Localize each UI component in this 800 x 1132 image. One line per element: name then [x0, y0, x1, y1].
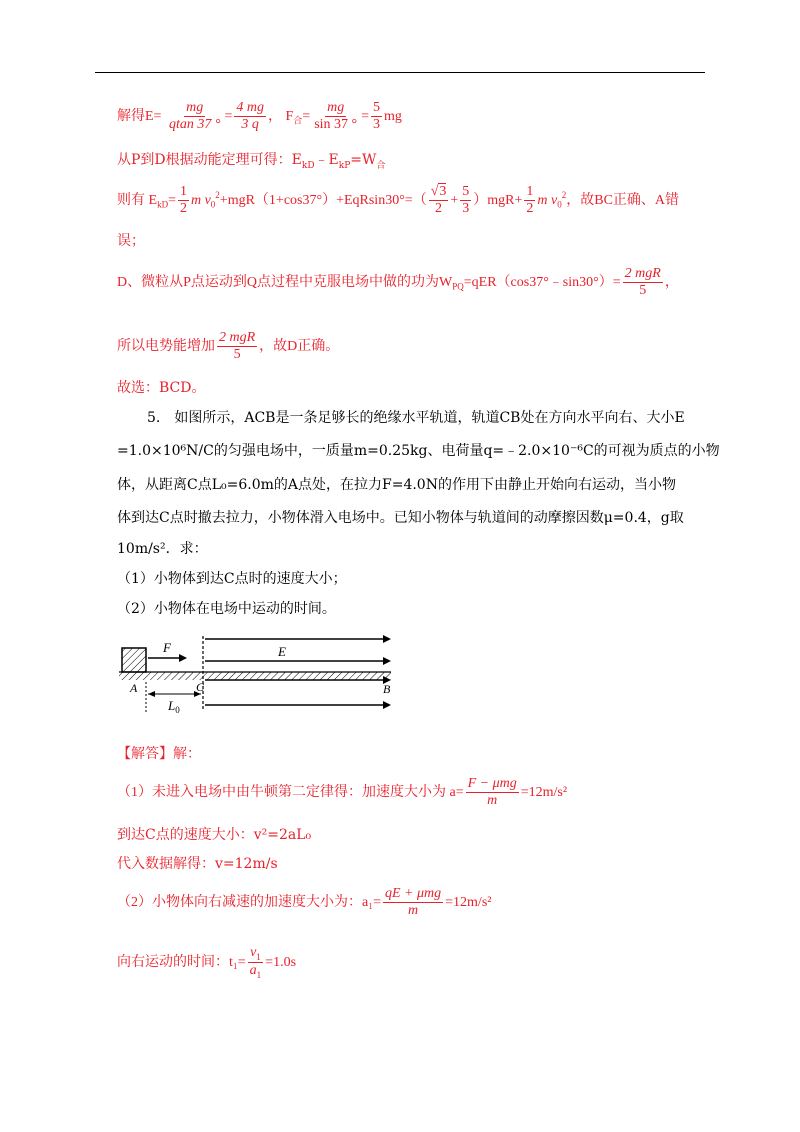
track [119, 672, 391, 680]
answer-step-4: （2）小物体向右减速的加速度大小为：a₁= $\frac{\text{qE + μmg}}{m}$ =12m/s² [117, 886, 492, 919]
solution-line-potential: 所以电势能增加 $\frac{\text{2 mgR}}{5}$ ，故D正确。 [117, 330, 340, 363]
force-arrow [148, 654, 187, 662]
distance-label: $L_0$ [168, 698, 180, 715]
header-rule [95, 72, 705, 73]
solution-line-wrap: 误； [117, 233, 145, 249]
answer-step-1: （1）未进入电场中由牛顿第二定律得：加速度大小为 a= $\frac{\text{F − μmg}}{m}$ =12m/s² [117, 776, 568, 809]
question-5-sub1: （1）小物体到达C点时的速度大小； [117, 571, 347, 587]
force-label: F [163, 640, 171, 655]
point-a-label: A [130, 681, 138, 695]
answer-step-5: 向右运动的时间：t₁= $\frac{v_1}{a_1}$ =1.0s [117, 945, 297, 980]
answer-step-2: 到达C点的速度大小：v²=2aL₀ [117, 827, 312, 843]
question-5-line5: 10m/s²．求： [117, 541, 208, 557]
answer-choice: 故选：BCD。 [117, 380, 206, 396]
question-5-sub2: （2）小物体在电场中运动的时间。 [117, 601, 336, 617]
answer-head: 【解答】解： [117, 746, 201, 762]
point-c-label: C [196, 680, 205, 694]
track-figure [115, 630, 415, 720]
solution-line-wpq: D、微粒从P点运动到Q点过程中克服电场中做的功为$W_{PQ}=qER(\cos 37^\circ﹣\sin 30^\circ)=$ $\frac{\text{2 mgR}}{5}$ ， [117, 266, 679, 299]
question-5-line1: 5. 如图所示，ACB是一条足够长的绝缘水平轨道，轨道CB处在方向水平向右、大小E [147, 410, 685, 426]
solution-line-energy: 从P到D根据动能定理可得：$E_{kD}﹣E_{kP}=W_合$ [117, 152, 386, 171]
question-5-line4: 体到达C点时撤去拉力，小物体滑入电场中。已知小物体与轨道间的动摩擦因数μ=0.4，g取 [117, 510, 684, 526]
field-label: E [278, 644, 286, 659]
question-5-line2: =1.0×10⁶N/C的匀强电场中，一质量m=0.25kg、电荷量q=﹣2.0×10⁻⁶C的可视为质点的小物 [117, 443, 720, 459]
block-object [122, 648, 146, 672]
point-b-label: B [383, 682, 391, 696]
solution-line-ekd: 则有 $E_{kD}=$ $\frac{1}{2}$ m $v_0^2+mgR(1+\cos 37^\circ)+EqRsin30^\circ=$（ $\frac{√3}{2}$ + $\frac{5}{3}$ ）mgR+ $\frac{1}{2}$ m $v_0^2$，故BC正确、A错 [117, 184, 680, 217]
question-5-line3: 体，从距离C点L₀=6.0m的A点处，在拉力F=4.0N的作用下由静止开始向右运动，当小物 [117, 477, 676, 493]
solution-line-e: 解得E= $\frac{mg}{qtan 37 ^\circ}$ = $\frac{4 mg}{3 q}$ ， $F_合=$ $\frac{mg}{\sin 37 ^\circ}$ = $\frac{5}{3}$ mg [117, 100, 402, 133]
answer-step-3: 代入数据解得：v=12m/s [117, 856, 278, 872]
distance-l0 [148, 691, 201, 697]
